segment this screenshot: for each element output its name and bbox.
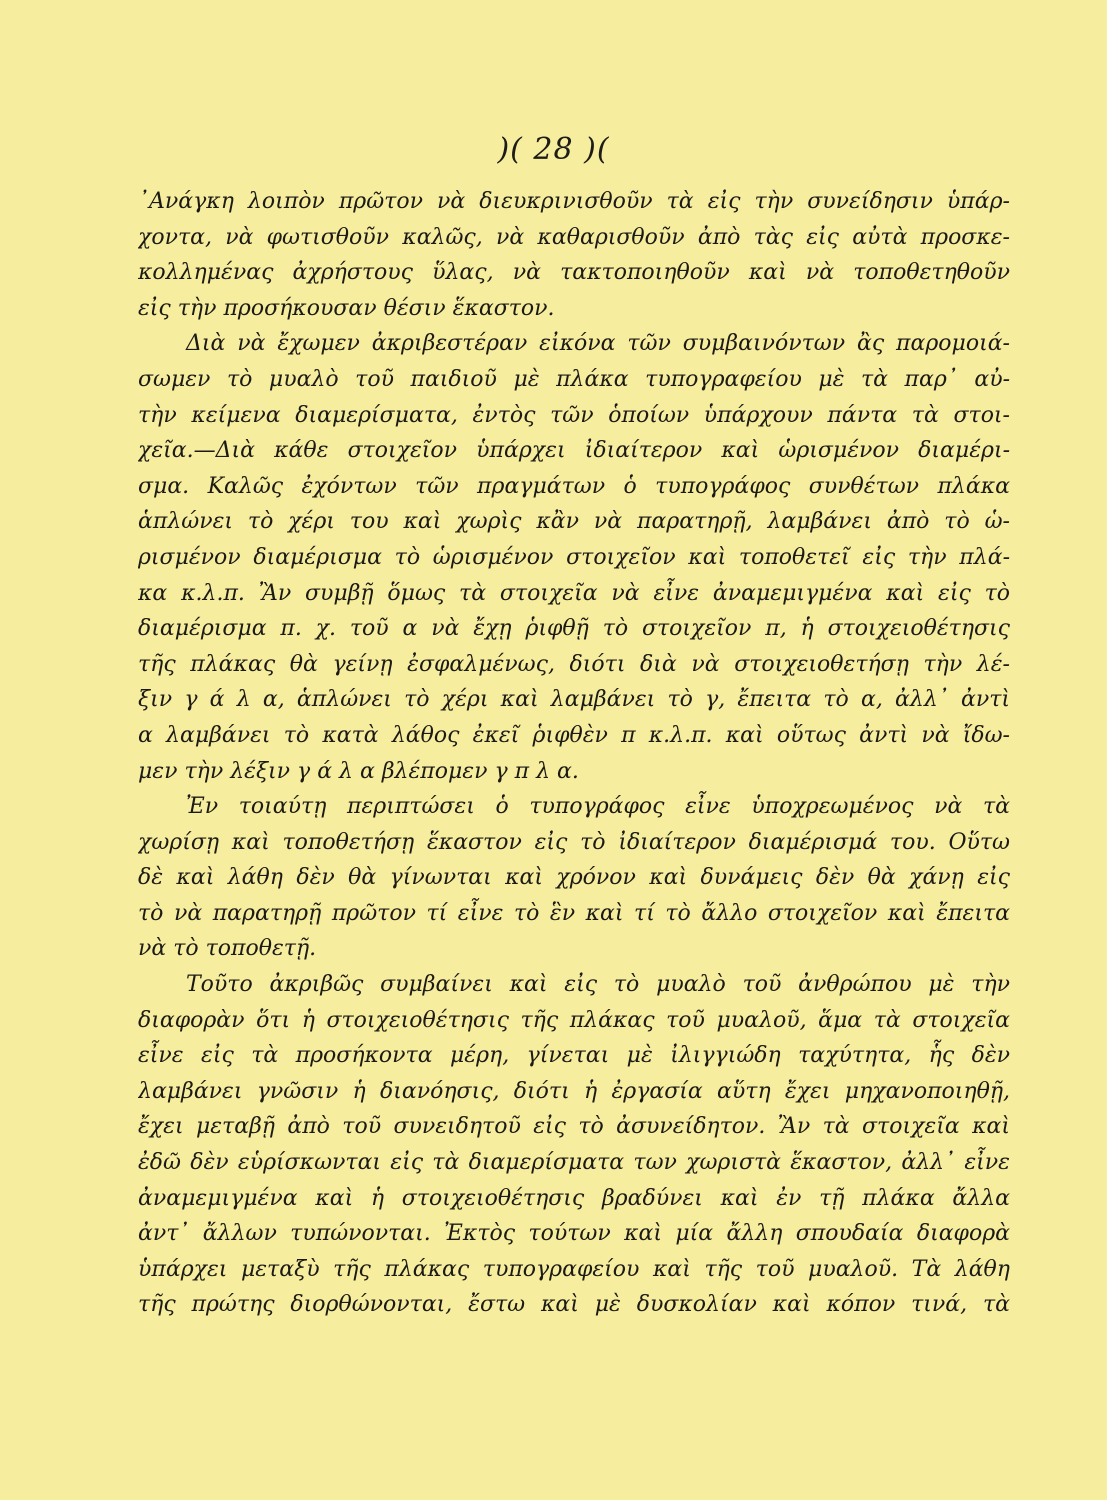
text-line: διαφορὰν ὅτι ἡ στοιχειοθέτησις τῆς πλάκας τοῦ μυαλοῦ, ἅμα τὰ στοιχεῖα <box>138 1007 1010 1033</box>
text-line: ξιν γ ά λ α, ἁπλώνει τὸ χέρι καὶ λαμβάνει τὸ γ, ἔπειτα τὸ α, ἀλλ᾿ ἀντὶ <box>138 687 1010 713</box>
text-line: τὸ νὰ παρατηρῇ πρῶτον τί εἶνε τὸ ἓν καὶ τί τὸ ἄλλο στοιχεῖον καὶ ἔπειτα <box>138 900 1010 926</box>
text-line: Διὰ νὰ ἔχωμεν ἀκριβεστέραν εἰκόνα τῶν συμβαινόντων ἂς παρομοιά- <box>186 331 1010 357</box>
text-line: ρισμένον διαμέρισμα τὸ ὡρισμένον στοιχεῖον καὶ τοποθετεῖ εἰς τὴν πλά- <box>138 544 1010 570</box>
text-line: Τοῦτο ἀκριβῶς συμβαίνει καὶ εἰς τὸ μυαλὸ τοῦ ἀνθρώπου μὲ τὴν <box>186 972 1010 998</box>
text-line: τὴν κείμενα διαμερίσματα, ἐντὸς τῶν ὁποίων ὑπάρχουν πάντα τὰ στοι- <box>138 402 1010 428</box>
text-line: δὲ καὶ λάθη δὲν θὰ γίνωνται καὶ χρόνον καὶ δυνάμεις δὲν θὰ χάνῃ εἰς <box>138 865 1010 891</box>
page-number: )( 28 )( <box>497 132 610 167</box>
text-line: εἶνε εἰς τὰ προσήκοντα μέρη, γίνεται μὲ ἰλιγγιώδη ταχύτητα, ἧς δὲν <box>138 1043 1010 1069</box>
text-line: ὑπάρχει μεταξὺ τῆς πλάκας τυπογραφείου καὶ τῆς τοῦ μυαλοῦ. Τὰ λάθη <box>138 1256 1010 1282</box>
text-line: τῆς πλάκας θὰ γείνῃ ἐσφαλμένως, διότι διὰ νὰ στοιχειοθετήσῃ τὴν λέ- <box>138 651 1010 677</box>
text-line: εἰς τὴν προσήκουσαν θέσιν ἕκαστον. <box>138 295 555 321</box>
text-line: χοντα, νὰ φωτισθοῦν καλῶς, νὰ καθαρισθοῦν ἀπὸ τὰς εἰς αὐτὰ προσκε- <box>138 224 1010 250</box>
text-line: κα κ.λ.π. Ἂν συμβῇ ὅμως τὰ στοιχεῖα νὰ εἶνε ἀναμεμιγμένα καὶ εἰς τὸ <box>138 580 1010 606</box>
text-line: α λαμβάνει τὸ κατὰ λάθος ἐκεῖ ῥιφθὲν π κ.λ.π. καὶ οὕτως ἀντὶ νὰ ἴδω- <box>138 722 1010 748</box>
text-line: ἔχει μεταβῇ ἀπὸ τοῦ συνειδητοῦ εἰς τὸ ἀσυνείδητον. Ἂν τὰ στοιχεῖα καὶ <box>138 1114 1010 1140</box>
text-line: μεν τὴν λέξιν γ ά λ α βλέπομεν γ π λ α. <box>138 758 579 784</box>
text-line: σμα. Καλῶς ἐχόντων τῶν πραγμάτων ὁ τυπογράφος συνθέτων πλάκα <box>138 473 1010 499</box>
text-line: σωμεν τὸ μυαλὸ τοῦ παιδιοῦ μὲ πλάκα τυπογραφείου μὲ τὰ παρ᾿ αὐ- <box>138 366 1010 392</box>
text-line: διαμέρισμα π. χ. τοῦ α νὰ ἔχῃ ῥιφθῇ τὸ στοιχεῖον π, ἡ στοιχειοθέτησις <box>138 616 1010 642</box>
text-line: ᾿Ανάγκη λοιπὸν πρῶτον νὰ διευκρινισθοῦν τὰ εἰς τὴν συνείδησιν ὑπάρ- <box>138 189 1010 214</box>
text-line: λαμβάνει γνῶσιν ἡ διανόησις, διότι ἡ ἐργασία αὕτη ἔχει μηχανοποιηθῇ, <box>138 1078 1010 1104</box>
text-line: ἁπλώνει τὸ χέρι του καὶ χωρὶς κἂν νὰ παρατηρῇ, λαμβάνει ἀπὸ τὸ ὡ- <box>138 509 1010 535</box>
text-line: νὰ τὸ τοποθετῇ. <box>138 936 317 962</box>
text-line: ἀναμεμιγμένα καὶ ἡ στοιχειοθέτησις βραδύνει καὶ ἐν τῇ πλάκα ἄλλα <box>138 1185 1010 1211</box>
body-text <box>138 184 1010 1323</box>
text-line: Ἐν τοιαύτῃ περιπτώσει ὁ τυπογράφος εἶνε ὑποχρεωμένος νὰ τὰ <box>186 794 1010 820</box>
text-line: ἐδῶ δὲν εὑρίσκωνται εἰς τὰ διαμερίσματα των χωριστὰ ἕκαστον, ἀλλ᾿ εἶνε <box>138 1150 1010 1176</box>
text-line: χεῖα.—Διὰ κάθε στοιχεῖον ὑπάρχει ἰδιαίτερον καὶ ὡρισμένον διαμέρι- <box>138 438 1010 464</box>
text-line: κολλημένας ἀχρήστους ὕλας, νὰ τακτοποιηθοῦν καὶ νὰ τοποθετηθοῦν <box>138 260 1010 286</box>
text-line: ἀντ᾿ ἄλλων τυπώνονται. Ἐκτὸς τούτων καὶ μία ἄλλη σπουδαία διαφορὰ <box>138 1221 1010 1247</box>
text-line: τῆς πρώτης διορθώνονται, ἔστω καὶ μὲ δυσκολίαν καὶ κόπον τινά, τὰ <box>138 1292 1010 1318</box>
text-line: χωρίσῃ καὶ τοποθετήσῃ ἕκαστον εἰς τὸ ἰδιαίτερον διαμέρισμά του. Οὕτω <box>138 829 1010 855</box>
